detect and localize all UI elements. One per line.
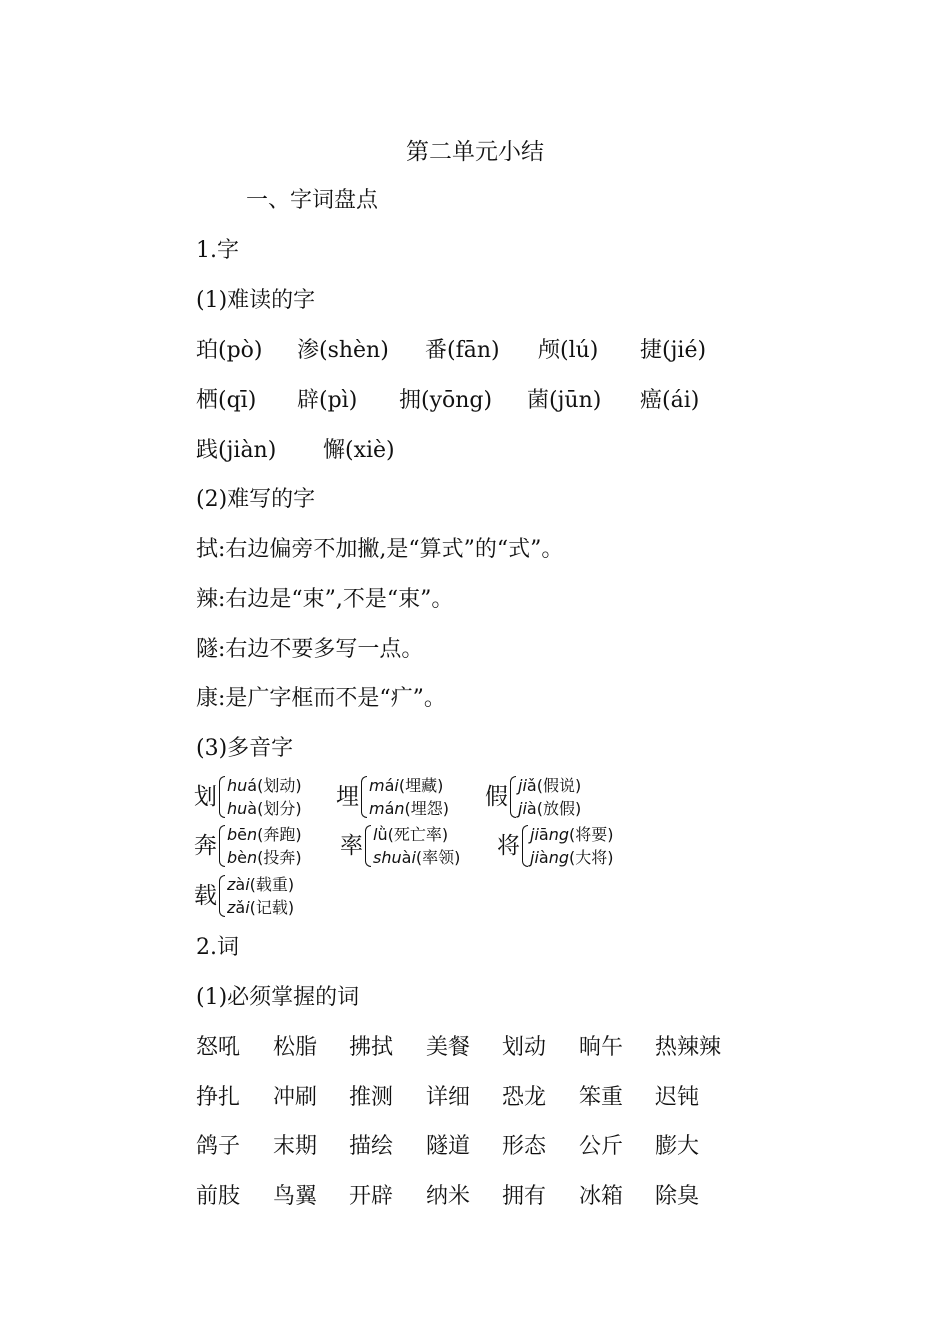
hard-write-item: 隧:右边不要多写一点。: [196, 637, 424, 662]
polyphonic-reading: shuài(率领): [373, 848, 461, 867]
polyphonic-heading: (3)多音字: [196, 736, 294, 761]
polyphonic-reading: mán(埋怨): [369, 799, 450, 818]
word-item: 冰箱: [579, 1184, 624, 1209]
brace-icon: [522, 825, 528, 867]
hard-write-item: 拭:右边偏旁不加撇,是“算式”的“式”。: [196, 537, 564, 562]
pinyin-item: 拥(yōng): [399, 388, 493, 413]
word-item: 拥有: [502, 1184, 547, 1209]
word-item: 松脂: [273, 1035, 318, 1060]
word-item: 纳米: [426, 1184, 471, 1209]
brace-icon: [219, 776, 225, 818]
word-item: 热辣辣: [655, 1035, 722, 1060]
polyphonic-reading: mái(埋藏): [369, 776, 444, 795]
word-item: 鸽子: [196, 1134, 241, 1159]
polyphonic-char: 将: [497, 833, 520, 859]
polyphonic-reading: lǜ(死亡率): [373, 825, 449, 844]
polyphonic-item: [485, 774, 581, 820]
polyphonic-item: [194, 774, 302, 820]
polyphonic-char: 率: [340, 833, 363, 859]
pinyin-item: 渗(shèn): [297, 338, 389, 363]
polyphonic-reading: zài(载重): [227, 875, 295, 894]
subheading-words: 2.词: [196, 935, 239, 960]
word-item: 笨重: [579, 1085, 624, 1110]
polyphonic-reading: bēn(奔跑): [227, 825, 302, 844]
word-item: 隧道: [426, 1134, 471, 1159]
brace-icon: [361, 776, 367, 818]
polyphonic-item: [336, 774, 449, 820]
word-item: 详细: [426, 1085, 471, 1110]
word-item: 前肢: [196, 1184, 241, 1209]
polyphonic-char: 载: [194, 883, 217, 909]
word-item: 推测: [349, 1085, 394, 1110]
pinyin-item: 颅(lú): [538, 338, 599, 363]
polyphonic-item: [194, 873, 294, 919]
word-item: 形态: [502, 1134, 547, 1159]
pinyin-item: 珀(pò): [196, 338, 263, 363]
polyphonic-char: 埋: [336, 784, 359, 810]
hard-write-item: 康:是广字框而不是“疒”。: [196, 686, 446, 711]
pinyin-item: 癌(ái): [640, 388, 700, 413]
polyphonic-item: [497, 823, 614, 869]
word-item: 挣扎: [196, 1085, 241, 1110]
brace-icon: [219, 875, 225, 917]
word-item: 恐龙: [502, 1085, 547, 1110]
word-item: 划动: [502, 1035, 547, 1060]
polyphonic-reading: zǎi(记载): [227, 898, 295, 917]
word-item: 怒吼: [196, 1035, 241, 1060]
pinyin-item: 懈(xiè): [323, 438, 395, 463]
section-heading-words: 一、字词盘点: [246, 188, 379, 213]
hard-write-heading: (2)难写的字: [196, 487, 316, 512]
pinyin-item: 菌(jūn): [527, 388, 602, 413]
subheading-characters: 1.字: [196, 238, 239, 263]
pinyin-item: 栖(qī): [196, 388, 257, 413]
word-item: 开辟: [349, 1184, 394, 1209]
word-item: 末期: [273, 1134, 318, 1159]
word-item: 除臭: [655, 1184, 700, 1209]
hard-write-item: 辣:右边是“束”,不是“束”。: [196, 587, 454, 612]
polyphonic-reading: bèn(投奔): [227, 848, 302, 867]
word-item: 描绘: [349, 1134, 394, 1159]
page-title: 第二单元小结: [406, 139, 544, 165]
pinyin-item: 践(jiàn): [196, 438, 277, 463]
hard-read-heading: (1)难读的字: [196, 288, 316, 313]
pinyin-item: 辟(pì): [297, 388, 358, 413]
pinyin-item: 捷(jié): [640, 338, 707, 363]
word-item: 拂拭: [349, 1035, 394, 1060]
word-item: 晌午: [579, 1035, 624, 1060]
polyphonic-reading: huá(划动): [227, 776, 302, 795]
brace-icon: [510, 776, 516, 818]
word-item: 鸟翼: [273, 1184, 318, 1209]
word-item: 迟钝: [655, 1085, 700, 1110]
words-heading: (1)必须掌握的词: [196, 985, 360, 1010]
word-item: 美餐: [426, 1035, 471, 1060]
polyphonic-reading: jià(放假): [518, 799, 582, 818]
word-item: 公斤: [579, 1134, 624, 1159]
polyphonic-reading: jiǎ(假说): [518, 776, 582, 795]
polyphonic-char: 划: [194, 784, 217, 810]
polyphonic-reading: jiāng(将要): [530, 825, 614, 844]
pinyin-item: 番(fān): [425, 338, 500, 363]
brace-icon: [219, 825, 225, 867]
polyphonic-item: [340, 823, 460, 869]
polyphonic-char: 假: [485, 784, 508, 810]
word-item: 冲刷: [273, 1085, 318, 1110]
polyphonic-reading: jiàng(大将): [530, 848, 614, 867]
brace-icon: [365, 825, 371, 867]
polyphonic-item: [194, 823, 302, 869]
word-item: 膨大: [655, 1134, 700, 1159]
polyphonic-char: 奔: [194, 833, 217, 859]
polyphonic-reading: huà(划分): [227, 799, 302, 818]
